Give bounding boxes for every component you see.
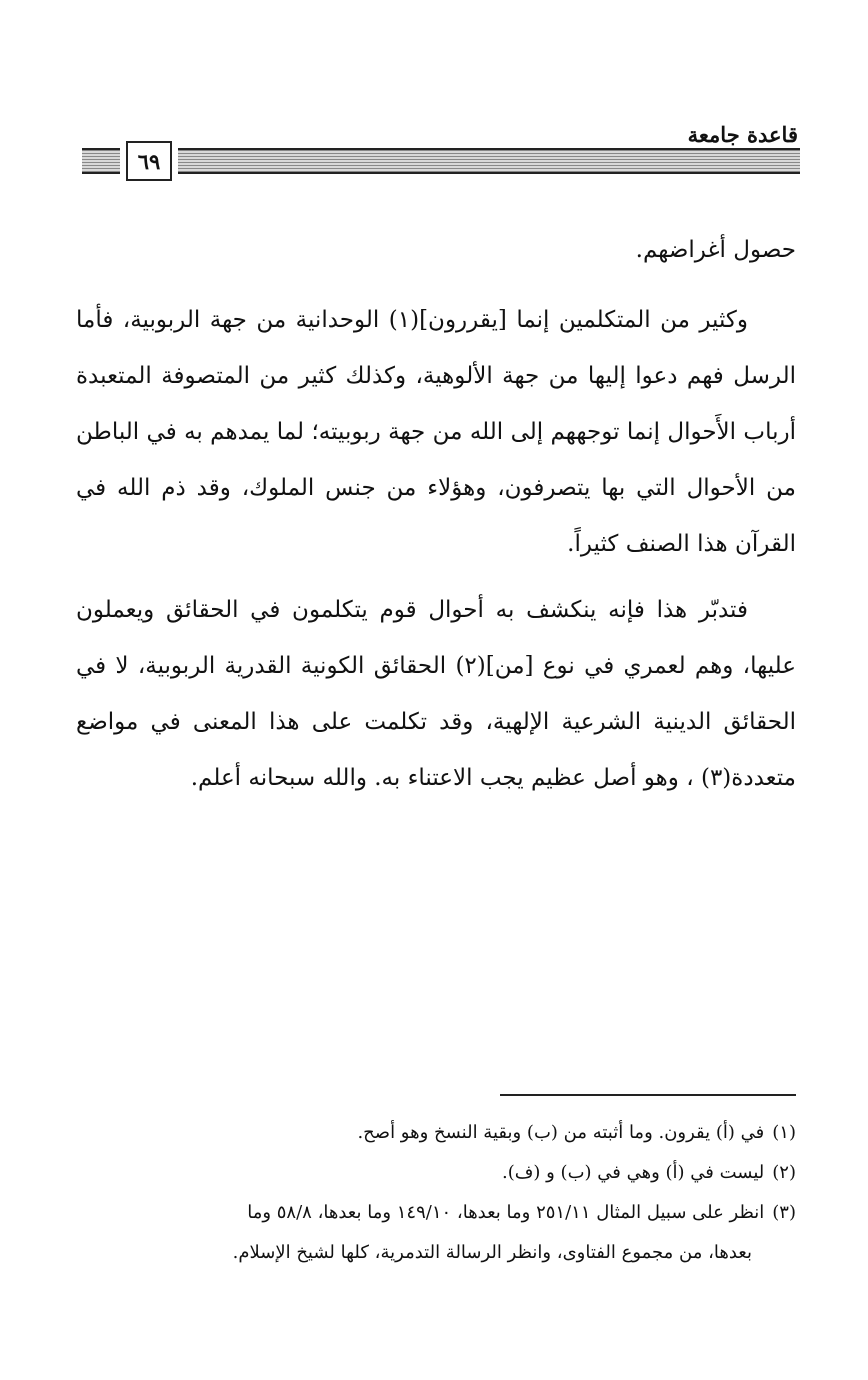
footnote-number: (٣) xyxy=(772,1202,796,1223)
footnote-separator xyxy=(500,1094,796,1096)
footnote-item xyxy=(76,1193,796,1233)
footnote-continuation: بعدها، من مجموع الفتاوى، وانظر الرسالة التدمرية، كلها لشيخ الإسلام. xyxy=(232,1242,752,1263)
footnote-text: ليست في (أ) وهي في (ب) و (ف). xyxy=(502,1162,765,1183)
header-rule-left xyxy=(82,148,120,174)
footnotes xyxy=(76,1113,796,1273)
footnote-text: انظر على سبيل المثال ٢٥١/١١ وما بعدها، ١٤٩/١٠ وما بعدها، ٥٨/٨ وما xyxy=(247,1202,765,1223)
paragraph: وكثير من المتكلمين إنما [يقررون](١) الوحدانية من جهة الربوبية، فأما الرسل فهم دعوا إليها من جهة الألوهية، وكذلك كثير من المتصوفة المتعبدة أرباب الأَحوال إنما توجههم إلى الله من جهة ربوبيته؛ لما يمدهم به في الباطن من الأحوال التي بها يتصرفون، وهؤلاء من جنس الملوك، وقد ذم الله في القرآن هذا الصنف كثيراً. xyxy=(76,307,796,557)
header-rule xyxy=(178,148,800,174)
page-number: ٦٩ xyxy=(126,141,172,181)
main-text xyxy=(76,222,796,816)
paragraph: حصول أغراضهم. xyxy=(635,237,796,263)
running-title: قاعدة جامعة xyxy=(687,122,798,147)
footnote-item xyxy=(76,1153,796,1193)
footnote-number: (١) xyxy=(772,1122,796,1143)
paragraph: فتدبّر هذا فإنه ينكشف به أحوال قوم يتكلمون في الحقائق ويعملون عليها، وهم لعمري في نوع [من](٢) الحقائق الكونية القدرية الربوبية، لا في الحقائق الدينية الشرعية الإلهية، وقد تكلمت على هذا المعنى في مواضع متعددة(٣) ، وهو أصل عظيم يجب الاعتناء به. والله سبحانه أعلم. xyxy=(76,597,796,791)
footnote-text: في (أ) يقرون. وما أثبته من (ب) وبقية النسخ وهو أصح. xyxy=(357,1122,765,1143)
footnote-item xyxy=(76,1113,796,1153)
footnote-number: (٢) xyxy=(772,1162,796,1183)
